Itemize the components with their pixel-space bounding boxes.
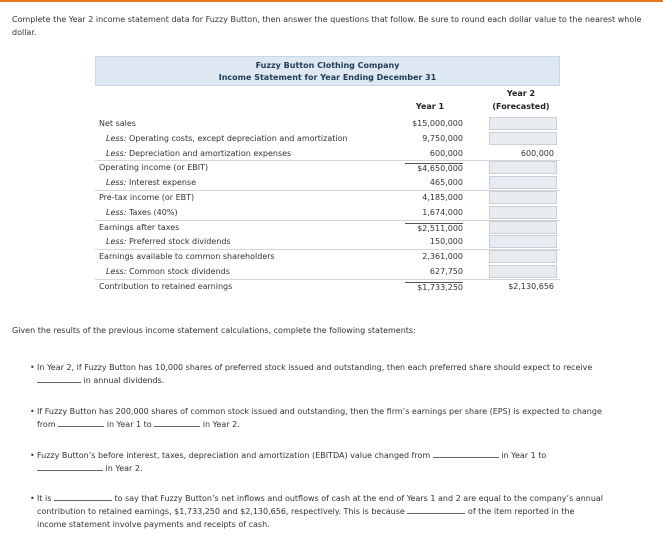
row-label-text: Preferred stock dividends — [128, 237, 231, 247]
top-accent-bar — [0, 0, 663, 2]
table-row — [95, 220, 560, 235]
q4-dropdown-reason[interactable] — [407, 505, 465, 514]
year1-value: 150,000 — [429, 237, 463, 247]
table-row — [95, 146, 560, 161]
year1-value: $2,511,000 — [405, 223, 463, 233]
table-row — [95, 175, 560, 190]
year2-input[interactable] — [489, 250, 557, 263]
q3-end: in Year 2. — [105, 464, 143, 473]
table-row — [95, 116, 560, 131]
row-label-text: Operating costs, except depreciation and amortization — [128, 133, 348, 143]
q1-text-end: in annual dividends. — [83, 376, 165, 385]
question-1 — [30, 361, 627, 387]
row-label — [106, 237, 231, 246]
row-label — [99, 282, 232, 291]
q2-from: from — [37, 420, 56, 429]
year2-value-text: 600,000 — [520, 148, 554, 158]
year1-value: 1,674,000 — [422, 207, 463, 217]
q2-text: If Fuzzy Button has 200,000 shares of common stock issued and outstanding, then the firm’s earnings per share (EPS) is expected to change — [37, 407, 602, 416]
row-prefix: Less: — [106, 267, 127, 276]
year1-value: $15,000,000 — [412, 119, 463, 128]
row-prefix: Less: — [106, 207, 127, 217]
year1-value: 9,750,000 — [422, 133, 463, 143]
year1-value: 600,000 — [429, 148, 463, 158]
q4-dropdown-accuracy[interactable] — [54, 492, 112, 501]
bullet-icon: • — [30, 494, 35, 503]
q2-end: in Year 2. — [202, 420, 240, 429]
row-label-text: Earnings after taxes — [99, 222, 180, 232]
question-4 — [30, 492, 627, 531]
q3-text: Fuzzy Button’s before interest, taxes, depreciation and amortization (EBITDA) value changed from — [37, 451, 431, 460]
year2-input[interactable] — [489, 117, 557, 130]
q4-text-5: income statement involve payments and receipts of cash. — [37, 520, 270, 529]
bullet-icon: • — [30, 451, 35, 460]
row-label — [106, 178, 196, 187]
year2-value — [489, 280, 557, 293]
table-row — [95, 234, 560, 249]
q1-dropdown[interactable] — [37, 374, 81, 383]
table-row — [95, 264, 560, 279]
table-row — [95, 249, 560, 264]
year1-value: 627,750 — [429, 267, 463, 276]
row-label-text: Taxes (40%) — [128, 207, 178, 217]
row-label — [99, 193, 194, 202]
year2-input[interactable] — [489, 176, 557, 189]
q3-mid: in Year 1 to — [501, 451, 547, 460]
row-label — [99, 163, 208, 172]
col-year1: Year 1 — [415, 102, 445, 111]
year2-input[interactable] — [489, 132, 557, 145]
table-row — [95, 160, 560, 175]
year2-value — [489, 147, 557, 160]
row-label — [106, 149, 291, 158]
q3-dropdown-year2[interactable] — [37, 462, 103, 471]
row-label — [106, 208, 178, 217]
row-label — [99, 119, 136, 128]
row-prefix: Less: — [106, 178, 127, 188]
bullet-icon: • — [30, 407, 35, 416]
table-header — [95, 56, 560, 86]
table-row — [95, 190, 560, 205]
row-label-text: Earnings available to common shareholders — [99, 252, 275, 262]
year2-input[interactable] — [489, 191, 557, 204]
question-3 — [30, 449, 627, 475]
year1-value: $1,733,250 — [405, 282, 463, 292]
row-label — [99, 252, 275, 261]
row-label — [99, 223, 179, 232]
year1-value: 4,185,000 — [422, 193, 463, 202]
q2-dropdown-year1[interactable] — [58, 418, 104, 427]
year2-input[interactable] — [489, 221, 557, 234]
year1-value: $4,650,000 — [405, 163, 463, 173]
row-prefix: Less: — [106, 148, 127, 158]
row-prefix: Less: — [106, 237, 127, 247]
row-label-text: Interest expense — [128, 178, 197, 188]
year2-input[interactable] — [489, 265, 557, 278]
col-year2 — [483, 87, 559, 113]
q4-text: It is — [37, 494, 52, 503]
year2-input[interactable] — [489, 161, 557, 174]
given-text: Given the results of the previous income statement calculations, complete the following statements: — [12, 326, 416, 335]
year2-input[interactable] — [489, 235, 557, 248]
row-label-text: Contribution to retained earnings — [99, 281, 233, 291]
instructions: Complete the Year 2 income statement data for Fuzzy Button, then answer the questions that follow. Be sure to round each dollar value to the nearest whole dollar. — [12, 15, 642, 37]
q2-mid: in Year 1 to — [106, 420, 152, 429]
row-label-text: Net sales — [99, 119, 136, 128]
row-label-text: Operating income (or EBIT) — [99, 163, 209, 173]
company-name: Fuzzy Button Clothing Company — [255, 61, 400, 70]
question-2 — [30, 405, 627, 431]
col-year2-label: Year 2 — [506, 89, 536, 98]
statement-title: Income Statement for Year Ending December 31 — [218, 73, 437, 82]
year2-input[interactable] — [489, 206, 557, 219]
year2-value-text: $2,130,656 — [508, 281, 554, 291]
table-row — [95, 205, 560, 220]
bullet-icon: • — [30, 363, 35, 372]
q3-dropdown-year1[interactable] — [433, 449, 499, 458]
q4-text-4: of the item reported in the — [467, 507, 575, 516]
row-label-text: Depreciation and amortization expenses — [128, 148, 292, 158]
year1-value: 2,361,000 — [422, 252, 463, 262]
table-row — [95, 131, 560, 146]
row-prefix: Less: — [106, 133, 127, 143]
q1-text: In Year 2, if Fuzzy Button has 10,000 shares of preferred stock issued and outstanding, then each preferred share should expect to receive — [37, 363, 593, 372]
row-label — [106, 267, 230, 276]
year1-value: 465,000 — [429, 178, 463, 188]
row-label — [106, 134, 348, 143]
row-label-text: Pre-tax income (or EBT) — [99, 193, 195, 202]
q2-dropdown-year2[interactable] — [154, 418, 200, 427]
q4-text-3: contribution to retained earnings, $1,733,250 and $2,130,656, respectively. This is because — [37, 507, 405, 516]
row-label-text: Common stock dividends — [128, 267, 230, 276]
col-year2-sublabel: (Forecasted) — [492, 102, 550, 111]
q4-text-2: to say that Fuzzy Button’s net inflows and outflows of cash at the end of Years 1 and 2 are equal to the company’s annual — [114, 494, 604, 503]
table-row — [95, 279, 560, 294]
